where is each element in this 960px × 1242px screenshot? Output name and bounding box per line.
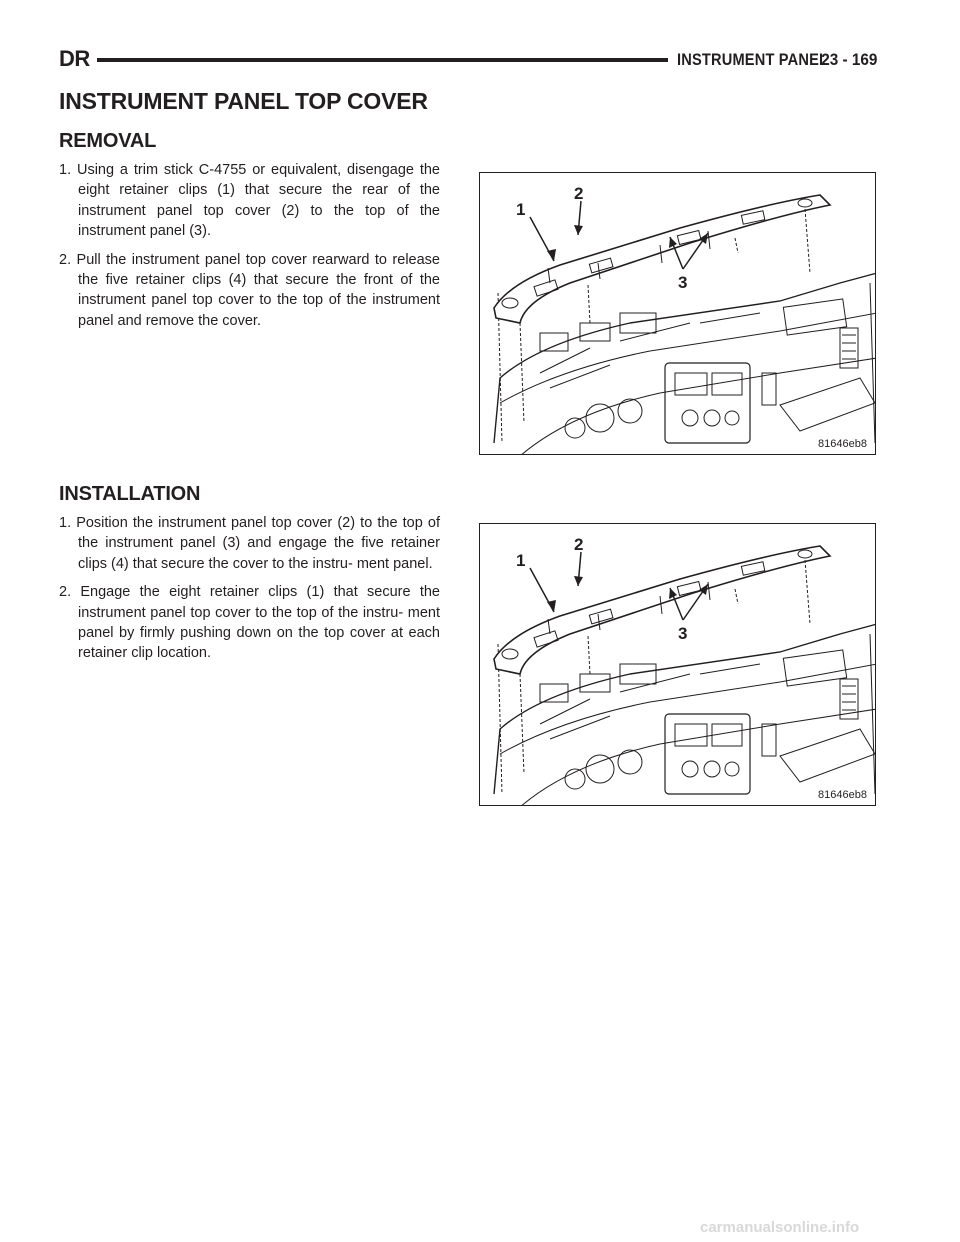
callout-3: 3 (678, 624, 688, 643)
installation-step-1: 1. Position the instrument panel top cover (2) to the top of the instrument panel (3) and engage the five retainer clips (4) that secure the cover to the instru- ment panel. (59, 515, 440, 572)
dashboard-illustration (480, 524, 876, 806)
removal-heading: REMOVAL (59, 130, 157, 152)
watermark: carmanualsonline.info (700, 1219, 860, 1236)
dashboard-illustration (480, 173, 876, 455)
callout-1: 1 (516, 551, 526, 570)
installation-steps (59, 513, 440, 672)
installation-heading: INSTALLATION (59, 483, 201, 505)
figure-id: 81646eb8 (818, 438, 867, 450)
removal-steps (59, 160, 440, 339)
page-number: 23 - 169 (820, 50, 877, 69)
page-title: INSTRUMENT PANEL TOP COVER (59, 88, 428, 114)
removal-figure (479, 172, 876, 455)
removal-step-1: 1. Using a trim stick C-4755 or equivalent, disengage the eight retainer clips (1) that secure the rear of the instrument panel top cover (2) to the top of the instrument panel (3). (59, 162, 440, 240)
callout-3: 3 (678, 273, 688, 292)
callout-2: 2 (574, 535, 584, 554)
installation-step-2: 2. Engage the eight retainer clips (1) that secure the instrument panel top cover to the top of the instru- ment panel by firmly pushing down on the top cover at each retainer clip location. (59, 584, 440, 662)
callout-2: 2 (574, 184, 584, 203)
page-header (59, 46, 877, 76)
model-code: DR (59, 46, 90, 71)
figure-id: 81646eb8 (818, 789, 867, 801)
removal-step-2: 2. Pull the instrument panel top cover rearward to release the five retainer clips (4) that secure the front of the instrument panel top cover to the top of the instrument panel and remove the cover. (59, 251, 440, 329)
installation-figure (479, 523, 876, 806)
callout-1: 1 (516, 200, 526, 219)
section-title: INSTRUMENT PANEL (677, 50, 829, 69)
header-rule (97, 58, 668, 62)
